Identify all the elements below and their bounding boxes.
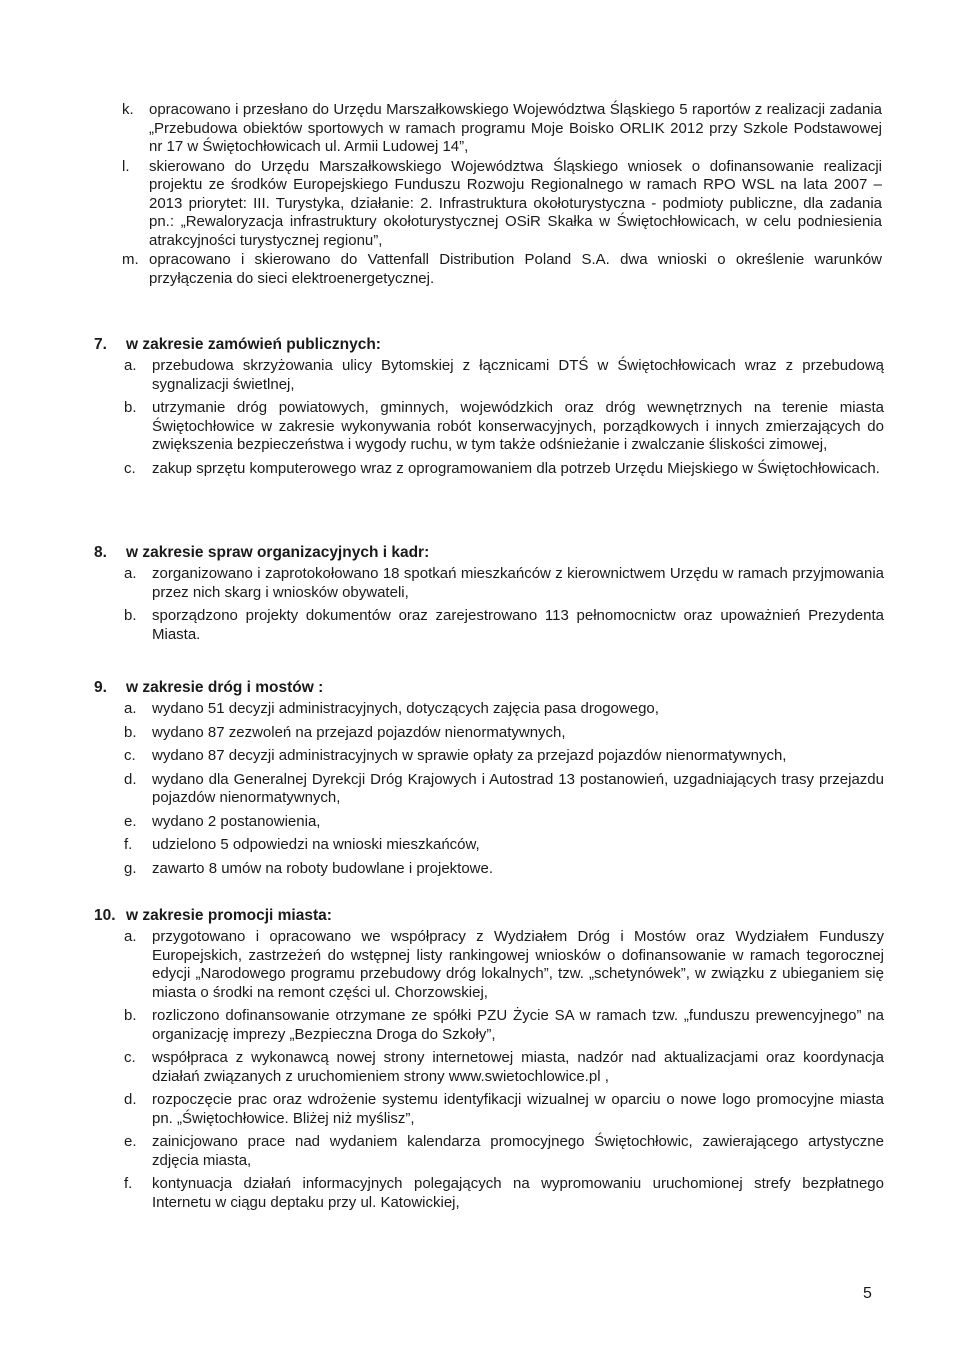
item-label: a.: [124, 928, 137, 945]
section-heading: [94, 678, 884, 698]
item-text: zakup sprzętu komputerowego wraz z oprogramowaniem dla potrzeb Urzędu Miejskiego w Świętochłowicach.: [152, 459, 880, 477]
item-text: zawarto 8 umów na roboty budowlane i projektowe.: [152, 859, 494, 877]
item-text: skierowano do Urzędu Marszałkowskiego Województwa Śląskiego wniosek o dofinansowanie realizacji projektu ze środków Europejskiego Funduszu Rozwoju Regionalnego w ramach RPO WSL na lata 2007 – 2013 priorytet: III. Turystyka, działanie: 2. Infrastruktura okołoturystyczna - podmioty publiczne, dla zadania pn.: „Rewaloryzacja infrastruktury okołoturystycznej OSiR Skałka w Świętochłowicach, w celu podniesienia atrakcyjności turystycznej regionu”,: [149, 157, 882, 249]
item-text: zorganizowano i zaprotokołowano 18 spotkań mieszkańców z kierownictwem Urzędu w ramach przyjmowania przez nich skarg i wniosków obywateli,: [152, 565, 884, 601]
list-item: [124, 1133, 884, 1170]
section-list: [124, 357, 884, 478]
page-number: 5: [863, 1285, 872, 1302]
item-label: a.: [124, 565, 137, 582]
section-list: [124, 565, 884, 644]
list-item: [124, 1007, 884, 1044]
item-text: rozpoczęcie prac oraz wdrożenie systemu identyfikacji wizualnej w oparciu o nowe logo promocyjne miasta pn. „Świętochłowice. Bliżej niż myślisz”,: [152, 1091, 884, 1127]
section-number: 10.: [94, 907, 116, 924]
item-label: b.: [124, 723, 137, 741]
item-text: opracowano i przesłano do Urzędu Marszałkowskiego Województwa Śląskiego 5 raportów z realizacji zadania „Przebudowa obiektów sportowych w ramach programu Moje Boisko ORLIK 2012 przy Szkole Podstawowej nr 17 w Świętochłowicach ul. Armii Ludowej 14”,: [149, 101, 882, 155]
list-item: [124, 1091, 884, 1128]
item-label: a.: [124, 700, 137, 717]
list-item: [122, 251, 882, 288]
item-text: rozliczono dofinansowanie otrzymane ze spółki PZU Życie SA w ramach tzw. „funduszu prewencyjnego” na organizację imprezy „Bezpieczna Droga do Szkoły”,: [152, 1007, 884, 1043]
list-item: [124, 700, 884, 719]
list-item: [124, 1175, 884, 1212]
list-item: [124, 928, 884, 1002]
list-item: [124, 860, 884, 879]
list-item: [124, 771, 884, 808]
section-number: 8.: [94, 544, 107, 561]
list-item: [124, 813, 884, 832]
section-list: [124, 700, 884, 878]
item-label: l.: [122, 157, 130, 175]
item-label: d.: [124, 1091, 137, 1108]
item-text: udzielono 5 odpowiedzi na wnioski mieszkańców,: [152, 836, 480, 853]
section-title: w zakresie dróg i mostów :: [126, 679, 324, 696]
list-item: [122, 158, 882, 251]
item-label: b.: [124, 607, 137, 624]
section-heading: [94, 906, 884, 926]
item-label: g.: [124, 859, 137, 877]
list-item: [124, 460, 884, 479]
section-list: [124, 928, 884, 1212]
list-item: [124, 836, 884, 855]
section-city-promotion: [94, 906, 884, 1217]
section-title: w zakresie promocji miasta:: [126, 907, 332, 924]
item-label: a.: [124, 357, 137, 374]
section-number: 9.: [94, 679, 107, 696]
list-item: [122, 101, 882, 157]
item-label: b.: [124, 399, 137, 416]
item-label: e.: [124, 812, 137, 830]
list-item: [124, 357, 884, 394]
list-item: [124, 724, 884, 743]
item-text: zainicjowano prace nad wydaniem kalendarza promocyjnego Świętochłowic, zawierającego artystyczne zdjęcia miasta,: [152, 1133, 884, 1169]
item-label: c.: [124, 459, 136, 477]
section-title: w zakresie spraw organizacyjnych i kadr:: [126, 544, 430, 561]
item-text: wydano dla Generalnej Dyrekcji Dróg Krajowych i Autostrad 13 postanowień, uzgadniających trasy przejazdu pojazdów nienormatywnych,: [152, 770, 884, 806]
list-item: [124, 399, 884, 455]
section-public-procurement: [94, 335, 884, 483]
item-label: k.: [122, 101, 134, 118]
item-label: c.: [124, 1049, 136, 1066]
section-number: 7.: [94, 336, 107, 353]
item-label: c.: [124, 747, 136, 764]
item-label: d.: [124, 770, 137, 788]
item-text: sporządzono projekty dokumentów oraz zarejestrowano 113 pełnomocnictw oraz upoważnień Prezydenta Miasta.: [152, 607, 884, 643]
item-text: wydano 87 zezwoleń na przejazd pojazdów nienormatywnych,: [152, 723, 566, 741]
list-item: [124, 747, 884, 766]
item-text: wydano 87 decyzji administracyjnych w sprawie opłaty za przejazd pojazdów nienormatywnych,: [152, 747, 787, 764]
section-title: w zakresie zamówień publicznych:: [126, 336, 381, 353]
list-item: [124, 607, 884, 644]
item-label: b.: [124, 1007, 137, 1024]
list-item: [124, 565, 884, 602]
item-text: współpraca z wykonawcą nowej strony internetowej miasta, nadzór nad aktualizacjami oraz koordynacja działań związanych z uruchomieniem strony www.swietochlowice.pl ,: [152, 1049, 884, 1085]
item-text: opracowano i skierowano do Vattenfall Distribution Poland S.A. dwa wnioski o określenie warunków przyłączenia do sieci elektroenergetycznej.: [149, 251, 882, 287]
section-heading: [94, 335, 884, 355]
item-label: m.: [122, 251, 139, 268]
item-label: e.: [124, 1133, 137, 1150]
section-organization-hr: [94, 543, 884, 649]
item-text: utrzymanie dróg powiatowych, gminnych, wojewódzkich oraz dróg wewnętrznych na terenie miasta Świętochłowice w zakresie wykonywania robót konserwacyjnych, porządkowych i innych zmierzających do zwiększenia bezpieczeństwa i wygody ruchu, w tym także odśnieżanie i zwalczanie śliskości zimowej,: [152, 399, 884, 453]
section-roads-bridges: [94, 678, 884, 883]
section-heading: [94, 543, 884, 563]
continued-list: [122, 101, 882, 289]
item-text: wydano 2 postanowienia,: [152, 812, 321, 830]
item-text: przygotowano i opracowano we współpracy z Wydziałem Dróg i Mostów oraz Wydziałem Funduszy Europejskich, zastrzeżeń do wstępnej listy rankingowej wniosków o dofinansowanie w ramach tegorocznej edycji „Narodowego programu przebudowy dróg lokalnych”, tzw. „schetynówek”, w związku z ubieganiem się miasta o środki na remont części ul. Chorzowskiej,: [152, 928, 884, 1001]
item-text: przebudowa skrzyżowania ulicy Bytomskiej z łącznicami DTŚ w Świętochłowicach wraz z przebudową sygnalizacji świetlnej,: [152, 357, 884, 393]
item-text: wydano 51 decyzji administracyjnych, dotyczących zajęcia pasa drogowego,: [152, 700, 659, 717]
item-text: kontynuacja działań informacyjnych polegających na wypromowaniu uruchomionej strefy bezpłatnego Internetu w ciągu deptaku przy ul. Katowickiej,: [152, 1175, 884, 1211]
item-label: f.: [124, 836, 133, 853]
item-label: f.: [124, 1175, 133, 1192]
list-item: [124, 1049, 884, 1086]
